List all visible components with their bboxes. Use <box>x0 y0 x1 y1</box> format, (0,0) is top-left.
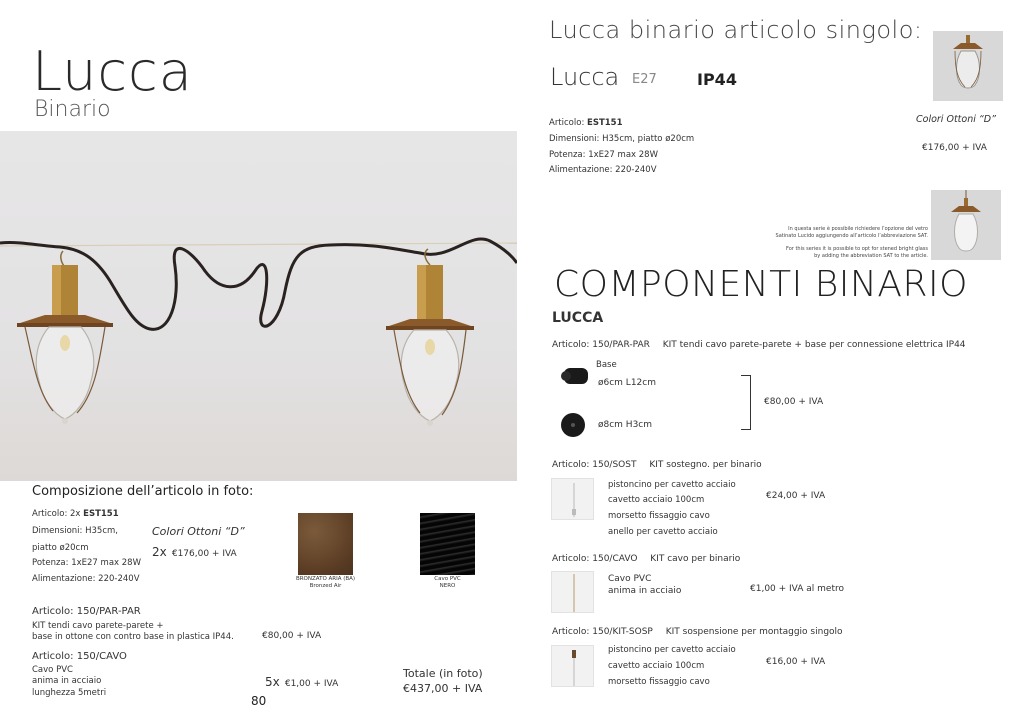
components-subtitle: LUCCA <box>552 310 604 326</box>
comp4-line3: morsetto fissaggio cavo <box>608 677 710 687</box>
spec-dimensioni: Dimensioni: H35cm, <box>32 526 118 536</box>
r-colori-label: Colori Ottoni “D” <box>916 114 997 125</box>
comp3-image <box>551 571 594 613</box>
cavo-line2: anima in acciaio <box>32 676 102 686</box>
page-subtitle: Binario <box>34 97 111 122</box>
comp2-price: €24,00 + IVA <box>766 491 826 501</box>
comp3-head: Articolo: 150/CAVO KIT cavo per binario <box>552 554 741 564</box>
comp1-head: Articolo: 150/PAR-PAR KIT tendi cavo parete-parete + base per connessione elettrica IP44 <box>552 340 966 350</box>
lamp-thumbnail <box>933 31 1003 101</box>
comp1-bracket <box>741 375 751 430</box>
spec-piatto: piatto ø20cm <box>32 543 89 553</box>
comp2-line3: morsetto fissaggio cavo <box>608 511 710 521</box>
comp4-price: €16,00 + IVA <box>766 657 826 667</box>
comp2-image <box>551 478 594 520</box>
swatch-bronze <box>298 513 353 575</box>
spec-alimentazione: Alimentazione: 220-240V <box>32 574 140 584</box>
product-photo <box>0 131 517 481</box>
r-price: €176,00 + IVA <box>922 143 987 153</box>
comp2-line2: cavetto acciaio 100cm <box>608 495 705 505</box>
parpar-price: €80,00 + IVA <box>262 631 322 641</box>
totale-value: €437,00 + IVA <box>403 682 483 695</box>
qty-price: 2x €176,00 + IVA <box>152 545 237 559</box>
lamp-satin-thumbnail <box>931 190 1001 260</box>
page-title: Lucca <box>32 40 193 103</box>
comp3-line2: anima in acciaio <box>608 586 682 596</box>
r-spec-dimensioni: Dimensioni: H35cm, piatto ø20cm <box>549 134 695 144</box>
product-name: Lucca <box>550 63 620 91</box>
comp4-image <box>551 645 594 687</box>
lamp-right <box>386 249 474 426</box>
spec-potenza: Potenza: 1xE27 max 28W <box>32 558 141 568</box>
comp1-line1: ø6cm L12cm <box>598 378 656 388</box>
comp4-line1: pistoncino per cavetto acciaio <box>608 645 736 655</box>
cavo-qty-price: 5x €1,00 + IVA <box>265 675 339 689</box>
spec-articolo: Articolo: 2x EST151 <box>32 509 119 519</box>
swatch-black <box>420 513 475 575</box>
cavo-head: Articolo: 150/CAVO <box>32 651 127 662</box>
comp1-line2: ø8cm H3cm <box>598 420 653 430</box>
lamp-illustration <box>0 131 517 481</box>
single-article-title: Lucca binario articolo singolo: <box>549 16 923 44</box>
comp4-head: Articolo: 150/KIT-SOSP KIT sospensione per montaggio singolo <box>552 627 843 637</box>
comp2-line1: pistoncino per cavetto acciaio <box>608 480 736 490</box>
r-spec-potenza: Potenza: 1xE27 max 28W <box>549 150 658 160</box>
comp2-line4: anello per cavetto acciaio <box>608 527 718 537</box>
page-number: 80 <box>251 694 267 708</box>
components-title: COMPONENTI BINARIO <box>554 264 968 305</box>
comp3-line1: Cavo PVC <box>608 574 652 584</box>
colori-label: Colori Ottoni “D” <box>152 525 245 538</box>
swatch-black-label: Cavo PVC NERO <box>434 576 461 589</box>
comp4-line2: cavetto acciaio 100cm <box>608 661 705 671</box>
socket-type: E27 <box>632 72 657 87</box>
lamp-left <box>17 251 113 424</box>
comp1-image-b <box>552 404 594 446</box>
parpar-head: Articolo: 150/PAR-PAR <box>32 606 141 617</box>
swatch-bronze-label: BRONZATO ARIA (BA) Bronzed Air <box>295 576 356 589</box>
cavo-line3: lunghezza 5metri <box>32 688 107 698</box>
comp3-price: €1,00 + IVA al metro <box>750 584 844 594</box>
r-spec-alimentazione: Alimentazione: 220-240V <box>549 165 657 175</box>
satin-note-it: In questa serie è possibile richiedere l’opzione del vetro Satinato Lucido aggiungendo all’articolo l’abbreviazione SAT. <box>775 226 928 239</box>
totale-label: Totale (in foto) <box>403 667 483 680</box>
r-spec-articolo: Articolo: EST151 <box>549 118 623 128</box>
comp2-head: Articolo: 150/SOST KIT sostegno. per binario <box>552 460 762 470</box>
cavo-line1: Cavo PVC <box>32 665 73 675</box>
comp1-price: €80,00 + IVA <box>764 397 824 407</box>
ip-rating: IP44 <box>697 70 737 89</box>
comp1-base-label: Base <box>596 360 617 370</box>
parpar-line2: base in ottone con contro base in plastica IP44. <box>32 632 234 642</box>
comp1-image-a <box>552 356 594 396</box>
satin-note-en: For this series it is possible to opt for stened bright glass by adding the abbreviation SAT to the article. <box>786 246 928 259</box>
composition-title: Composizione dell’articolo in foto: <box>32 484 254 499</box>
parpar-line1: KIT tendi cavo parete-parete + <box>32 621 164 631</box>
